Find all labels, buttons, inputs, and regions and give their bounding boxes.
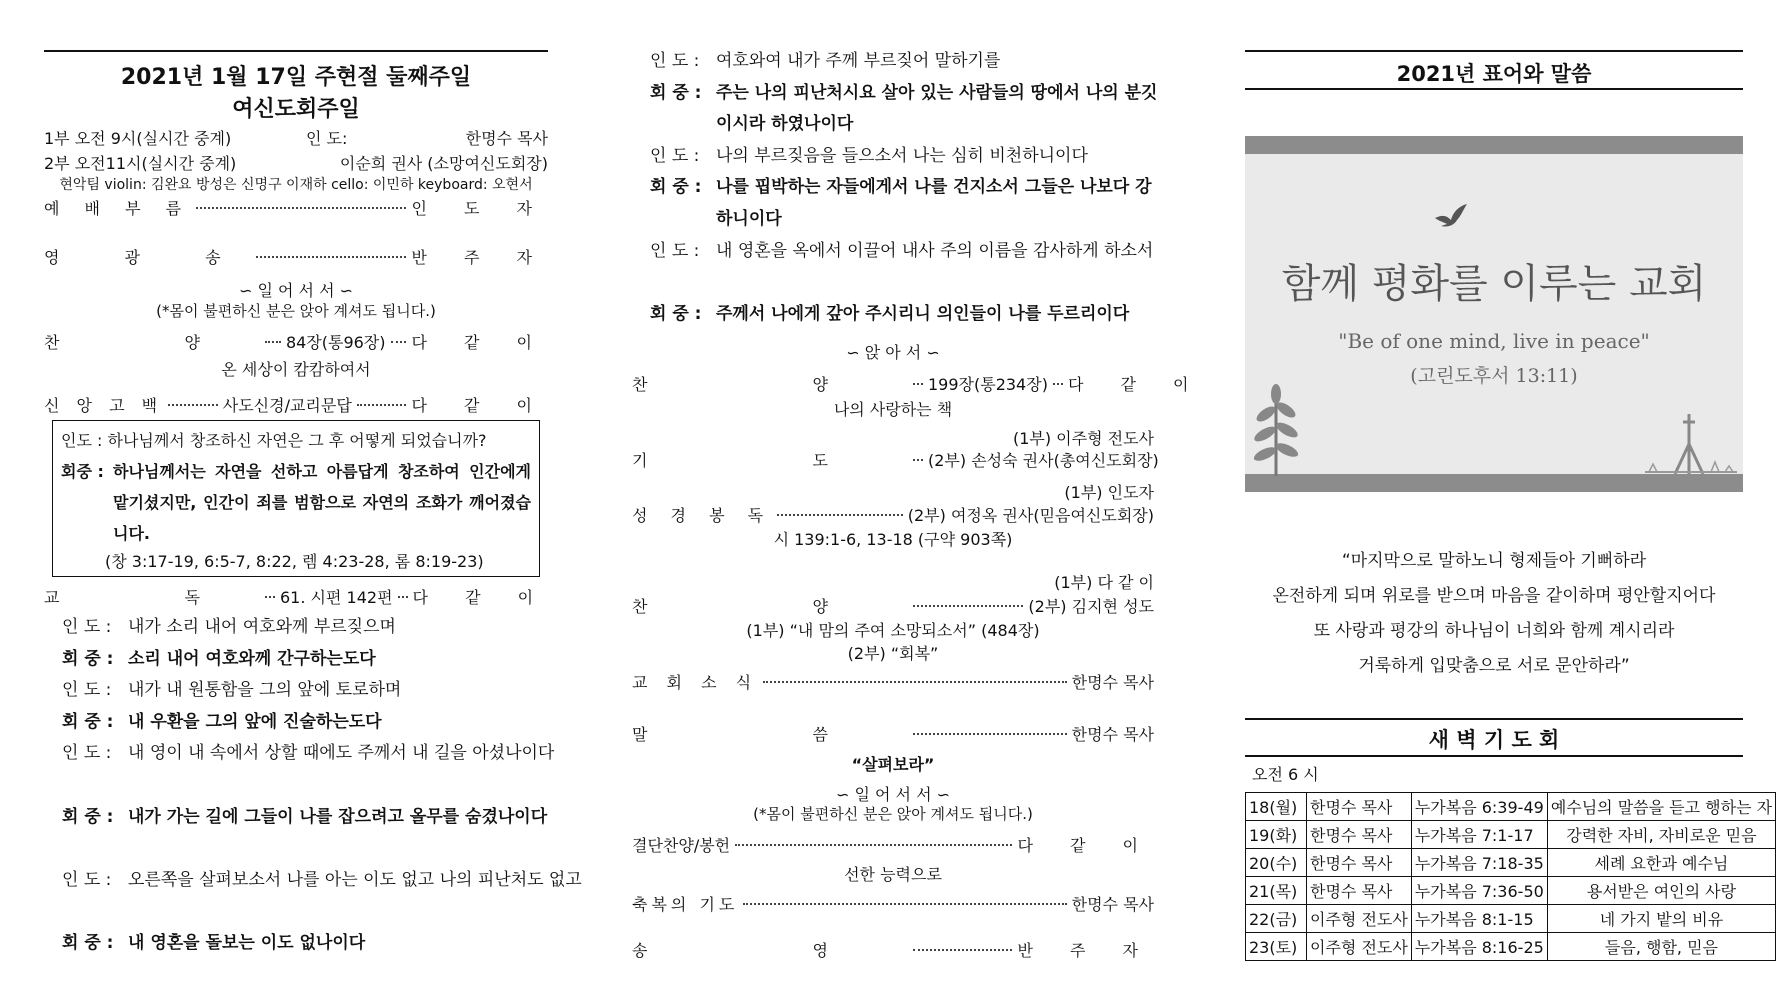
table-row xyxy=(1246,821,1776,849)
day-cell: 21(목) xyxy=(1246,877,1307,905)
congregation-line xyxy=(650,172,1166,235)
dialog-text: 주께서 나에게 갚아 주시리니 의인들이 나를 두르리이다 xyxy=(716,303,1130,324)
sermon-item: 말 씀 한명수 목사 xyxy=(632,725,1154,744)
speaker-label: 인 도 : xyxy=(650,240,700,261)
speaker-label: 회 중 : xyxy=(62,711,114,732)
stand-note: (*몸이 불편하신 분은 앉아 계셔도 됩니다.) xyxy=(156,302,436,320)
dawn-prayer-table xyxy=(1245,792,1776,961)
scripture-cell: 누가복음 8:1-15 xyxy=(1411,905,1547,933)
hymn-title: 온 세상이 캄캄하여서 xyxy=(221,360,371,379)
speaker-label: 회 중 : xyxy=(62,806,114,827)
dialog-text: 내가 소리 내어 여호와께 부르짖으며 xyxy=(128,617,396,637)
speaker-label: 인 도 : xyxy=(650,51,700,71)
congregation-line xyxy=(62,707,598,739)
scripture-cell: 누가복음 7:18-35 xyxy=(1411,849,1547,877)
leader-line xyxy=(62,738,598,770)
responsive-reading-item: 교 독 61. 시편 142편 다 같 이 xyxy=(44,588,550,607)
verse-line: 거룩하게 입맞춤으로 서로 문안하라” xyxy=(1358,656,1630,676)
dialog-text: 내가 내 원통함을 그의 앞에 토로하며 xyxy=(128,680,402,701)
speaker-label: 인 도 : xyxy=(62,869,112,890)
topic-cell: 들음, 행함, 믿음 xyxy=(1547,933,1775,961)
blessing-item: 축복의 기도 한명수 목사 xyxy=(632,895,1154,914)
speaker-label: 회 중 : xyxy=(650,177,702,198)
hymn2-item: 찬 양 199장(통234장) 다 같 이 xyxy=(632,375,1205,394)
topic-cell: 용서받은 여인의 사랑 xyxy=(1547,877,1775,905)
dialog-text: 나의 부르짖음을 들으소서 나는 심히 비천하니이다 xyxy=(716,145,1088,166)
bible-item: 성 경 봉 독 (2부) 여정옥 권사(믿음여신도회장) xyxy=(632,506,1154,525)
leader-line xyxy=(62,865,598,897)
stand2-instruction: ∽ 일 어 서 서 ∽ xyxy=(835,785,951,804)
day-cell: 22(금) xyxy=(1246,905,1307,933)
scripture-cell: 누가복음 7:36-50 xyxy=(1411,877,1547,905)
table-row xyxy=(1246,849,1776,877)
verse-line: 온전하게 되며 위로를 받으며 마음을 같이하며 평안할지어다 xyxy=(1272,586,1716,606)
stand-instruction: ∽ 일 어 서 서 ∽ xyxy=(238,281,354,300)
motto-text: 함께 평화를 이루는 교회 xyxy=(1281,261,1707,307)
right-top-rule xyxy=(1245,50,1743,52)
service-first: 1부 오전 9시(실시간 중계) 인 도: 한명수 목사 xyxy=(44,129,548,148)
offering-title: 선한 능력으로 xyxy=(844,865,942,884)
congregation-line xyxy=(62,802,598,834)
praise-item: 찬 양 (2부) 김지현 성도 xyxy=(632,597,1154,616)
stand2-note: (*몸이 불편하신 분은 앉아 계셔도 됩니다.) xyxy=(753,805,1033,823)
congregation-line xyxy=(650,78,1166,141)
congregation-line xyxy=(62,644,598,676)
catechism-reference: (창 3:17-19, 6:5-7, 8:22, 렘 4:23-28, 롬 8:19-23) xyxy=(105,552,484,571)
service-second: 2부 오전11시(실시간 중계) 이순희 권사 (소망여신도회장) xyxy=(44,154,548,173)
day-cell: 18(월) xyxy=(1246,793,1307,821)
dialog-text: 주는 나의 피난처시요 살아 있는 사람들의 땅에서 나의 분깃이시라 하였나이다 xyxy=(716,82,1158,135)
orchestra-line: 현악팀 violin: 김완요 방성은 신명구 이재하 cello: 이민하 keyboard: 오현서 xyxy=(59,177,533,193)
hymn2-title: 나의 사랑하는 책 xyxy=(833,400,953,419)
speaker-label: 회 중 : xyxy=(650,82,702,103)
leader-line xyxy=(62,675,598,707)
prayer-item: 기 도 (2부) 손성숙 권사(총여신도회장) xyxy=(632,451,1159,470)
creed-item: 신 앙 고 백 사도신경/교리문답 다 같 이 xyxy=(44,396,548,415)
leader-cell: 한명수 목사 xyxy=(1307,877,1412,905)
motto-banner xyxy=(1245,136,1743,492)
dawn-prayer-time: 오전 6 시 xyxy=(1252,765,1319,784)
glory-item: 영 광 송 반 주 자 xyxy=(44,248,548,267)
scripture-cell: 누가복음 6:39-49 xyxy=(1411,793,1547,821)
postlude-item: 송 영 반 주 자 xyxy=(632,941,1154,960)
verse-line: 또 사랑과 평강의 하나님이 너희와 함께 계시리라 xyxy=(1313,621,1675,641)
scripture-cell: 누가복음 7:1-17 xyxy=(1411,821,1547,849)
dawn-prayer-title: 새 벽 기 도 회 xyxy=(1428,728,1560,752)
topic-cell: 세례 요한과 예수님 xyxy=(1547,849,1775,877)
dialog-text: 내 영혼을 옥에서 이끌어 내사 주의 이름을 감사하게 하소서 xyxy=(716,240,1154,261)
dialog-text: 내 영이 내 속에서 상할 때에도 주께서 내 길을 아셨나이다 xyxy=(128,743,555,764)
table-row xyxy=(1246,905,1776,933)
speaker-label: 인 도 : xyxy=(62,617,112,637)
topic-cell: 네 가지 밭의 비유 xyxy=(1547,905,1775,933)
catechism-box xyxy=(52,420,540,577)
congregation-line xyxy=(62,928,598,960)
dialog-text: 소리 내어 여호와께 간구하는도다 xyxy=(128,648,376,669)
praise-r1: (1부) 다 같 이 xyxy=(1054,573,1154,592)
day-cell: 23(토) xyxy=(1246,933,1307,961)
church-silhouette-icon xyxy=(1645,410,1737,474)
service-subtitle: 여신도회주일 xyxy=(232,97,360,122)
topic-cell: 강력한 자비, 자비로운 믿음 xyxy=(1547,821,1775,849)
speaker-label: 인 도 : xyxy=(650,145,700,166)
church-news-item: 교 회 소 식 한명수 목사 xyxy=(632,673,1154,692)
speaker-label: 인 도 : xyxy=(62,743,112,764)
congregation-line xyxy=(650,299,1166,331)
speaker-label: 인 도 : xyxy=(62,680,112,701)
sermon-title: “살펴보라” xyxy=(851,755,935,774)
leader-cell: 한명수 목사 xyxy=(1307,821,1412,849)
sit-instruction: ∽ 앉 아 서 ∽ xyxy=(846,343,940,362)
praise-song2: (2부) “회복” xyxy=(847,644,939,663)
leader-cell: 한명수 목사 xyxy=(1307,849,1412,877)
leader-line xyxy=(650,141,1166,173)
leader-cell: 이주형 전도사 xyxy=(1307,933,1412,961)
day-cell: 19(화) xyxy=(1246,821,1307,849)
dialog-text: 내가 가는 길에 그들이 나를 잡으려고 올무를 숨겼나이다 xyxy=(128,806,548,827)
right-title-rule xyxy=(1245,88,1743,90)
prayer-r1: (1부) 이주형 전도사 xyxy=(1012,429,1154,448)
verse-line: “마지막으로 말하노니 형제들아 기뻐하라 xyxy=(1341,551,1647,571)
praise-song1: (1부) “내 맘의 주여 소망되소서” (484장) xyxy=(746,621,1040,640)
scripture-cell: 누가복음 8:16-25 xyxy=(1411,933,1547,961)
speaker-label: 회 중 : xyxy=(650,303,702,324)
leader-cell: 이주형 전도사 xyxy=(1307,905,1412,933)
dialog-text: 오른쪽을 살펴보소서 나를 아는 이도 없고 나의 피난처도 없고 xyxy=(128,869,582,890)
leader-line xyxy=(62,612,598,644)
speaker-label: 회 중 : xyxy=(62,648,114,669)
worship-call-item: 예 배 부 름 인 도 자 xyxy=(44,199,548,218)
table-row xyxy=(1246,933,1776,961)
bible-reference: 시 139:1-6, 13-18 (구약 903쪽) xyxy=(773,530,1013,549)
motto-english: "Be of one mind, live in peace" xyxy=(1338,329,1650,353)
service-title: 2021년 1월 17일 주현절 둘째주일 xyxy=(120,65,472,90)
bible-r1: (1부) 인도자 xyxy=(1064,483,1154,502)
leader-cell: 한명수 목사 xyxy=(1307,793,1412,821)
olive-branch-icon xyxy=(1251,384,1301,478)
topic-cell: 예수님의 말씀을 듣고 행하는 자 xyxy=(1547,793,1775,821)
motto-heading: 2021년 표어와 말씀 xyxy=(1396,62,1592,86)
dialog-text: 여호와여 내가 주께 부르짖어 말하기를 xyxy=(716,51,1001,71)
catechism-answer: 회중 : 하나님께서는 자연을 선하고 아름답게 창조하여 인간에게 맡기셨지만, 인간이 죄를 범함으로 자연의 조화가 깨어졌습니다. xyxy=(61,462,531,543)
speaker-label: 회 중 : xyxy=(62,933,114,953)
motto-reference: (고린도후서 13:11) xyxy=(1410,365,1578,387)
leader-line xyxy=(650,236,1166,268)
table-row xyxy=(1246,793,1776,821)
offering-item: 결단찬양/봉헌 다 같 이 xyxy=(632,836,1154,855)
top-rule xyxy=(44,50,548,52)
dialog-text: 내 우환을 그의 앞에 진술하는도다 xyxy=(128,711,382,732)
leader-line xyxy=(650,46,1166,78)
dawn-top-rule xyxy=(1245,718,1743,720)
catechism-question: 인도 : 하나님께서 창조하신 자연은 그 후 어떻게 되었습니까? xyxy=(61,431,487,450)
table-row xyxy=(1246,877,1776,905)
dialog-text: 내 영혼을 돌보는 이도 없나이다 xyxy=(128,933,366,953)
hymn-item: 찬 양 84장(통96장) 다 같 이 xyxy=(44,333,548,352)
dialog-text: 나를 핍박하는 자들에게서 나를 건지소서 그들은 나보다 강하니이다 xyxy=(716,177,1152,229)
dove-icon xyxy=(1433,202,1469,232)
dawn-title-rule xyxy=(1245,755,1743,757)
day-cell: 20(수) xyxy=(1246,849,1307,877)
